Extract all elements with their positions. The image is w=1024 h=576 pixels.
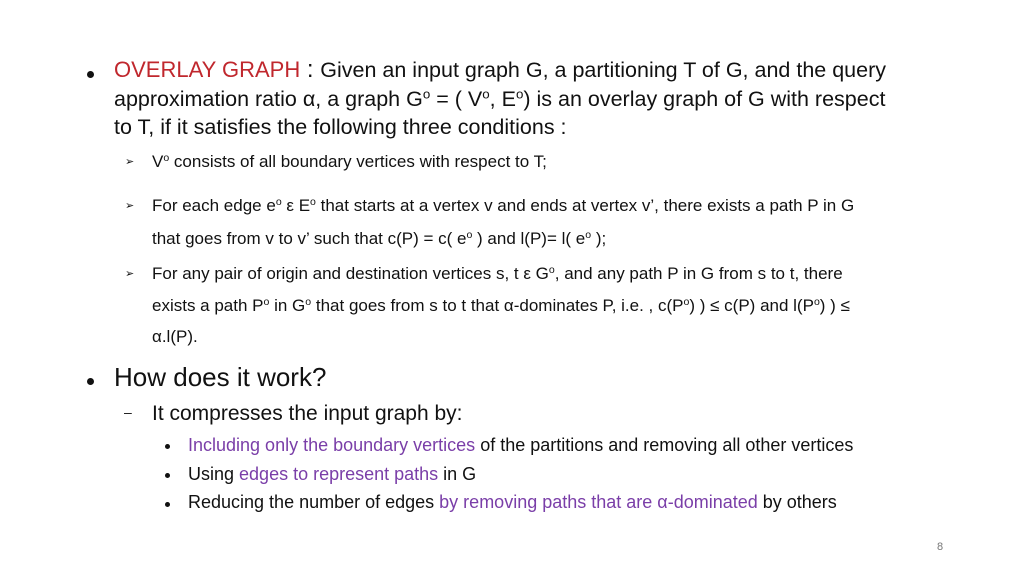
cond3-part: exists a path P bbox=[152, 296, 264, 315]
condition-1 bbox=[152, 152, 547, 172]
item3-highlight: by removing paths that are α-dominated bbox=[439, 492, 758, 512]
cond2-part: ); bbox=[591, 229, 607, 248]
sup-o: o bbox=[310, 196, 316, 209]
sup-o: o bbox=[163, 152, 170, 165]
cond1-v: V bbox=[152, 152, 164, 171]
dash-bullet-icon: – bbox=[124, 404, 132, 420]
overlay-title: OVERLAY GRAPH bbox=[114, 57, 301, 82]
cond3-part: in G bbox=[269, 296, 306, 315]
overlay-colon: : bbox=[300, 56, 321, 83]
condition-2-line-2 bbox=[152, 229, 606, 249]
overlay-line-3: to T, if it satisfies the following three conditions : bbox=[114, 115, 567, 139]
arrow-bullet-icon: ➢ bbox=[125, 200, 135, 212]
condition-3-line-3: α.l(P). bbox=[152, 327, 198, 346]
condition-3-line-2 bbox=[152, 296, 850, 316]
overlay-line-1 bbox=[114, 56, 886, 85]
how-item-2 bbox=[188, 464, 476, 485]
cond3-part: ) ) ≤ bbox=[819, 296, 850, 315]
bullet-how bbox=[87, 378, 94, 385]
how-heading: How does it work? bbox=[114, 362, 327, 392]
cond3-part: , and any path P in G from s to t, there bbox=[554, 264, 843, 283]
sup-o: o bbox=[813, 296, 820, 309]
sup-o: o bbox=[683, 296, 690, 309]
sup-o: o bbox=[305, 296, 312, 309]
sup-o: o bbox=[548, 264, 555, 277]
sup-o: o bbox=[263, 296, 270, 309]
overlay-line1-text: Given an input graph G, a partitioning T of G, and the query bbox=[320, 58, 886, 82]
item1-highlight: Including only the boundary vertices bbox=[188, 435, 476, 455]
how-item-1 bbox=[188, 435, 853, 456]
sup-o: o bbox=[515, 86, 524, 102]
item2-pre: Using bbox=[188, 464, 240, 484]
bullet-item-3 bbox=[165, 502, 170, 507]
line2-part-d: ) is an overlay graph of G with respect bbox=[523, 87, 886, 111]
cond2-part: that starts at a vertex v and ends at vertex v’, there exists a path P in G bbox=[315, 196, 855, 215]
cond1-text: consists of all boundary vertices with respect to T; bbox=[169, 152, 547, 171]
sup-o: o bbox=[275, 196, 282, 209]
arrow-bullet-icon: ➢ bbox=[125, 156, 135, 168]
how-item-3 bbox=[188, 492, 837, 513]
bullet-item-1 bbox=[165, 444, 170, 449]
item2-highlight: edges to represent paths bbox=[239, 464, 439, 484]
cond2-part: that goes from v to v’ such that c(P) = c( e bbox=[152, 229, 467, 248]
line2-part-c: , E bbox=[489, 87, 516, 111]
cond2-part: ) and l(P)= l( e bbox=[472, 229, 586, 248]
condition-3-line-1 bbox=[152, 264, 843, 284]
line2-part-a: approximation ratio α, a graph G bbox=[114, 87, 423, 111]
condition-2-line-1 bbox=[152, 196, 854, 216]
cond2-part: For each edge e bbox=[152, 196, 276, 215]
sup-o: o bbox=[466, 229, 473, 242]
page-number: 8 bbox=[937, 541, 944, 553]
how-sub: It compresses the input graph by: bbox=[152, 402, 463, 425]
overlay-line-2 bbox=[114, 85, 885, 114]
item3-rest: by others bbox=[757, 492, 837, 512]
line2-part-b: = ( V bbox=[430, 87, 483, 111]
cond2-part: ε E bbox=[281, 196, 311, 215]
item2-rest: in G bbox=[438, 464, 477, 484]
cond3-part: that goes from s to t that α-dominates P, i.e. , c(P bbox=[311, 296, 684, 315]
item3-pre: Reducing the number of edges bbox=[188, 492, 440, 512]
sup-o: o bbox=[585, 229, 592, 242]
bullet-overlay bbox=[87, 71, 94, 78]
cond3-part: ) ) ≤ c(P) and l(P bbox=[689, 296, 814, 315]
sup-o: o bbox=[482, 86, 490, 102]
cond3-part: For any pair of origin and destination vertices s, t ε G bbox=[152, 264, 549, 283]
bullet-item-2 bbox=[165, 473, 170, 478]
item1-rest: of the partitions and removing all other vertices bbox=[475, 435, 854, 455]
arrow-bullet-icon: ➢ bbox=[125, 268, 135, 280]
sup-o: o bbox=[422, 86, 431, 102]
